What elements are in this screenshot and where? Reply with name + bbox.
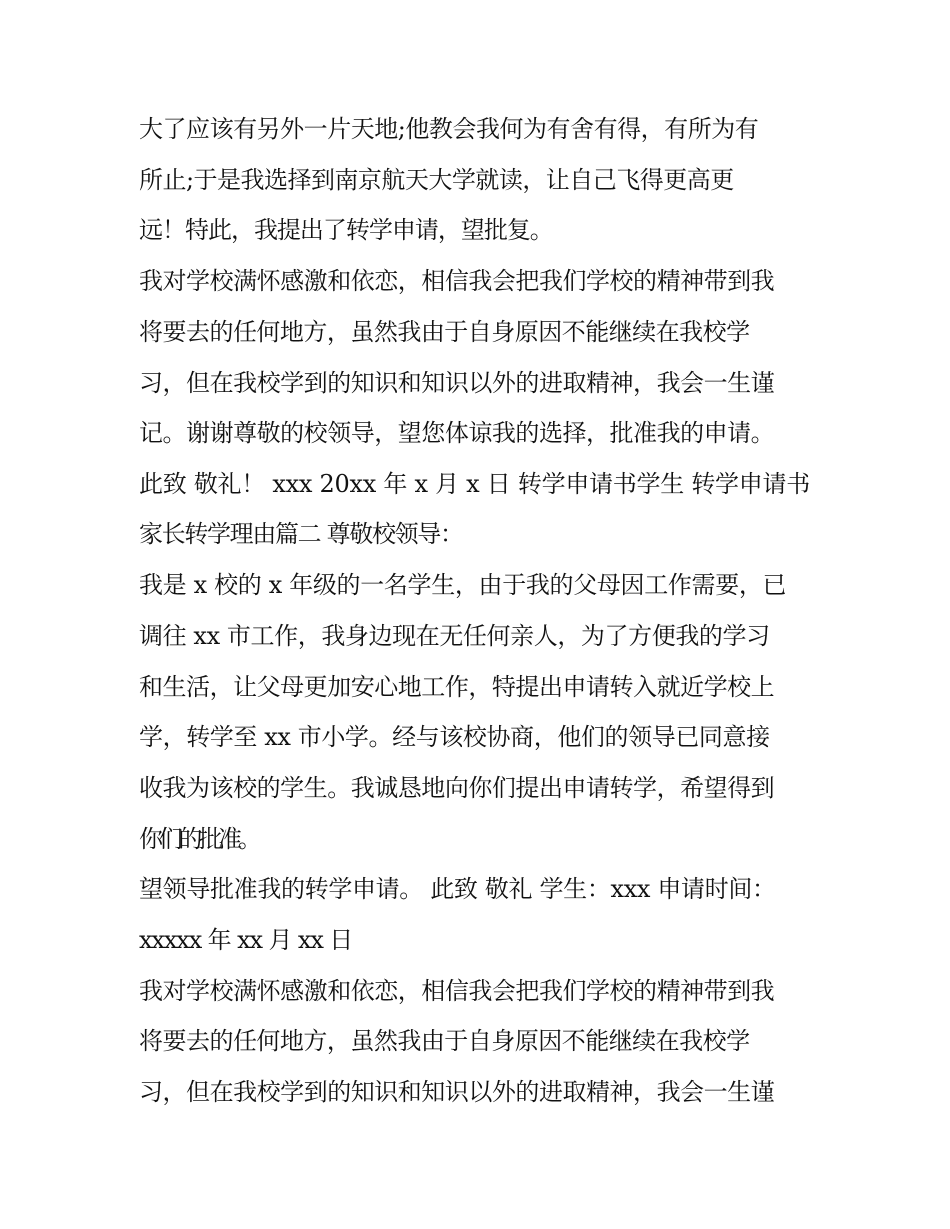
text-line: 家长转学理由篇二 尊敬校领导： (139, 520, 463, 548)
text-line: 习，但在我校学到的知识和知识以外的进取精神，我会一生谨 (139, 369, 775, 397)
text-line: 所止;于是我选择到南京航天大学就读，让自己飞得更高更 (139, 166, 734, 194)
text-line: 调往 xx 市工作，我身边现在无任何亲人，为了方便我的学习 (139, 622, 770, 650)
text-line: 你们的批准。 (139, 825, 258, 853)
text-line: 远！特此，我提出了转学申请，望批复。 (139, 216, 553, 244)
text-line: 记。谢谢尊敬的校领导，望您体谅我的选择，批准我的申请。 (139, 419, 775, 447)
text-line: 将要去的任何地方，虽然我由于自身原因不能继续在我校学 (139, 1027, 750, 1055)
text-line: 我对学校满怀感激和依恋，相信我会把我们学校的精神带到我 (139, 267, 775, 295)
text-line: 和生活，让父母更加安心地工作，特提出申请转入就近学校上 (139, 673, 775, 701)
text-line: 此致 敬礼！ xxx 20xx 年 x 月 x 日 转学申请书学生 转学申请书 (139, 470, 810, 498)
text-line: 大了应该有另外一片天地;他教会我何为有舍有得，有所为有 (139, 115, 759, 143)
text-line: 学，转学至 xx 市小学。经与该校协商，他们的领导已同意接 (139, 723, 770, 751)
text-line: 我对学校满怀感激和依恋，相信我会把我们学校的精神带到我 (139, 977, 775, 1005)
text-line: 我是 x 校的 x 年级的一名学生，由于我的父母因工作需要，已 (139, 571, 787, 599)
text-line: xxxxx 年 xx 月 xx 日 (139, 926, 353, 954)
text-line: 将要去的任何地方，虽然我由于自身原因不能继续在我校学 (139, 318, 750, 346)
text-line: 习，但在我校学到的知识和知识以外的进取精神，我会一生谨 (139, 1078, 775, 1106)
text-line: 望领导批准我的转学申请。 此致 敬礼 学生：xxx 申请时间： (139, 875, 776, 903)
text-line: 收我为该校的学生。我诚恳地向你们提出申请转学，希望得到 (139, 774, 775, 802)
